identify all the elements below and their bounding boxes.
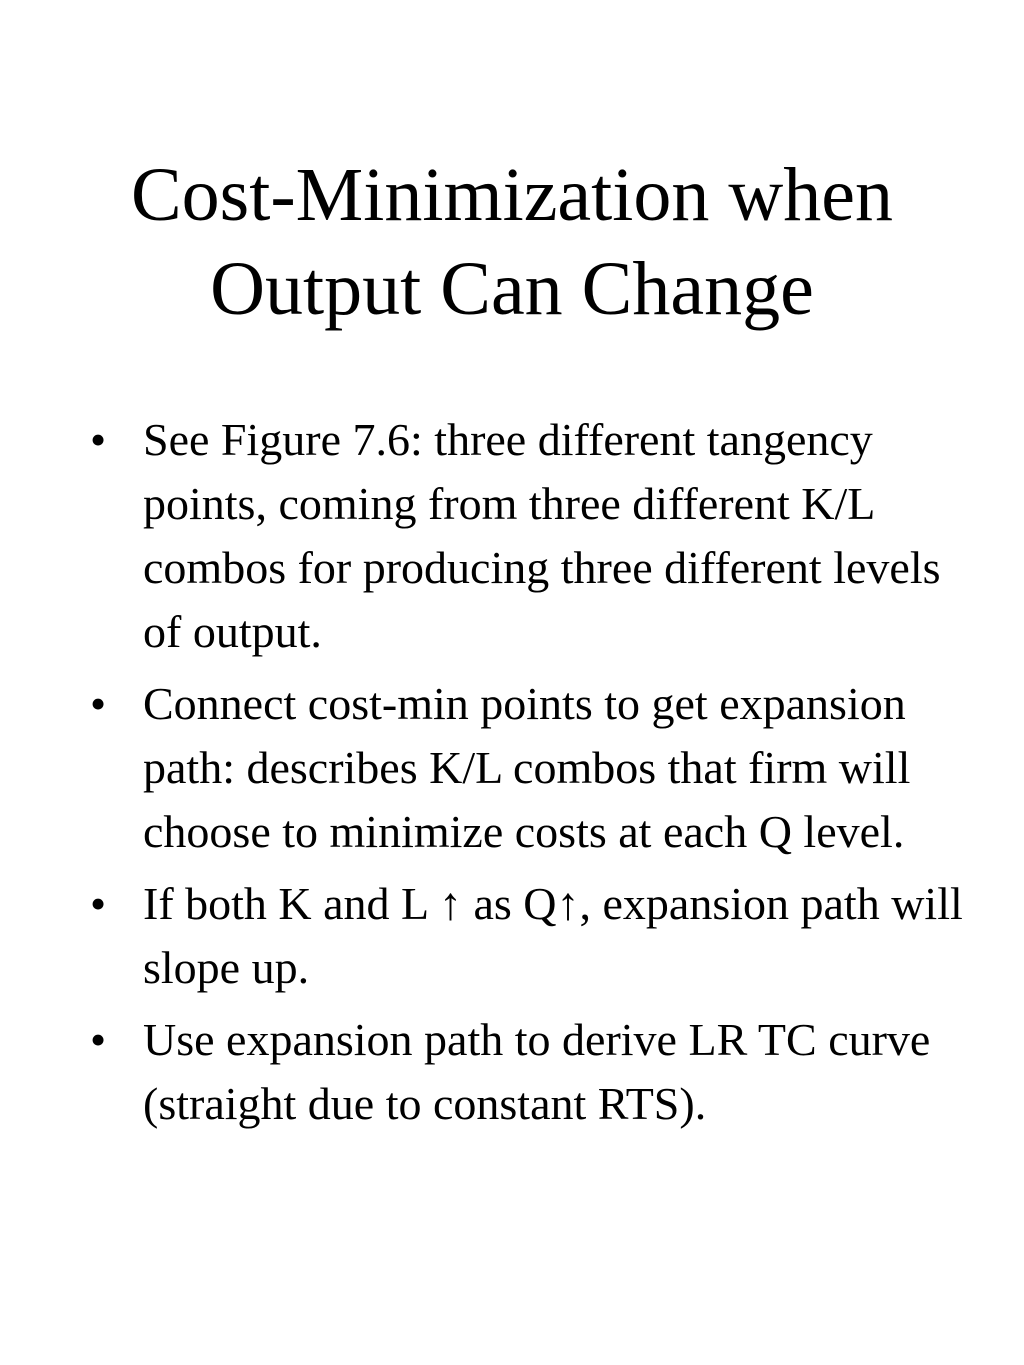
- bullet-list: [0, 408, 1024, 1144]
- slide-title: [0, 148, 1024, 336]
- bullet-icon: •: [90, 1014, 107, 1065]
- bullet-text: See Figure 7.6: three different tangency points, coming from three different K/L combos for producing three different levels of output.: [143, 414, 941, 657]
- bullet-item-slope: [0, 872, 1024, 1000]
- bullet-text: Use expansion path to derive LR TC curve (straight due to constant RTS).: [143, 1014, 931, 1129]
- slide-title-line-2: Output Can Change: [210, 247, 814, 331]
- bullet-icon: •: [90, 414, 107, 465]
- bullet-text: If both K and L ↑ as Q↑, expansion path will slope up.: [143, 878, 963, 993]
- bullet-item-lr-tc: [0, 1008, 1024, 1136]
- bullet-item-expansion-path: [0, 672, 1024, 864]
- slide-title-line-1: Cost-Minimization when: [130, 153, 894, 237]
- bullet-icon: •: [90, 878, 107, 929]
- bullet-item-figure: [0, 408, 1024, 664]
- bullet-text: Connect cost-min points to get expansion path: describes K/L combos that firm will choose to minimize costs at each Q level.: [143, 678, 911, 857]
- bullet-icon: •: [90, 678, 107, 729]
